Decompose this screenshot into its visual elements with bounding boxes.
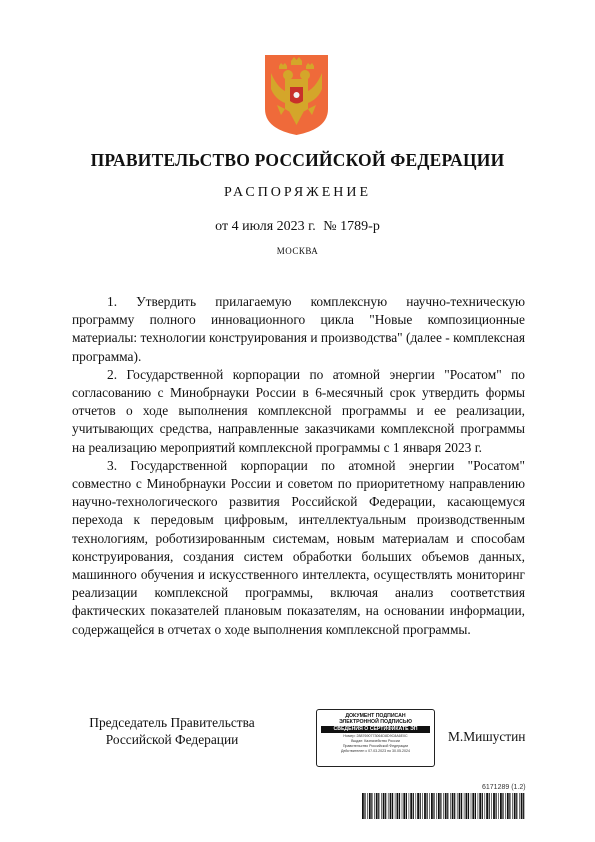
document-body	[72, 293, 525, 639]
stamp-issuer: Выдан: Казначейство России	[351, 739, 400, 743]
document-number: № 1789-р	[323, 219, 380, 234]
signer-position	[72, 714, 272, 748]
government-title: ПРАВИТЕЛЬСТВО РОССИЙСКОЙ ФЕДЕРАЦИИ	[90, 150, 505, 170]
document-city: МОСКВА	[276, 246, 319, 256]
coat-of-arms-icon	[263, 53, 330, 137]
signer-name: М.Мишустин	[448, 729, 526, 744]
paragraph-1: 1. Утвердить прилагаемую комплексную научно-техническую программу полного инновационного цикла "Новые композиционные материалы: технологии конструирования и производства" (далее - комплексная программа).	[72, 294, 525, 364]
stamp-line-1: ДОКУМЕНТ ПОДПИСАН	[345, 713, 406, 719]
barcode-icon	[362, 793, 525, 819]
signer-position-line-1: Председатель Правительства	[89, 715, 255, 730]
document-date-number	[0, 219, 595, 235]
stamp-owner: Правительство Российской Федерации	[342, 744, 409, 748]
stamp-validity: Действителен с 07.03.2023 по 30.05.2024	[340, 749, 411, 753]
document-date: от 4 июля 2023 г.	[215, 219, 316, 234]
stamp-serial: Номер: 2887690773064D8D9C8A6E0C	[343, 734, 408, 738]
electronic-signature-stamp	[316, 709, 435, 767]
stamp-certificate-header: СВЕДЕНИЯ О СЕРТИФИКАТЕ ЭП	[321, 726, 430, 733]
barcode-number: 6171289 (1.2)	[482, 784, 526, 791]
stamp-line-2: ЭЛЕКТРОННОЙ ПОДПИСЬЮ	[339, 719, 412, 725]
signer-position-line-2: Российской Федерации	[105, 732, 239, 747]
paragraph-3: 3. Государственной корпорации по атомной энергии "Росатом" совместно с Минобрнауки России и советом по приоритетному направлению научно-технологического развития Российской Федерации, касающемуся перехода к передовым цифровым, интеллектуальным производственным технологиям, роботизированным системам, новым материалам и способам конструирования, создания систем обработки больших объемов данных, машинного обучения и искусственного интеллекта, осуществлять мониторинг реализации комплексной программы, включая анализ соответствия фактических показателей плановым показателям, на основании информации, содержащейся в отчетах о ходе выполнения комплексной программы.	[72, 457, 525, 637]
paragraph-2: 2. Государственной корпорации по атомной энергии "Росатом" по согласованию с Минобрнауки России в 6-месячный срок утвердить формы отчетов о ходе выполнения комплексной программы и ее реализации, учитывающих средства, направленные заказчиками комплексной программы на реализацию мероприятий комплексной программы с 1 января 2023 г.	[72, 366, 525, 455]
document-type: РАСПОРЯЖЕНИЕ	[223, 185, 372, 200]
